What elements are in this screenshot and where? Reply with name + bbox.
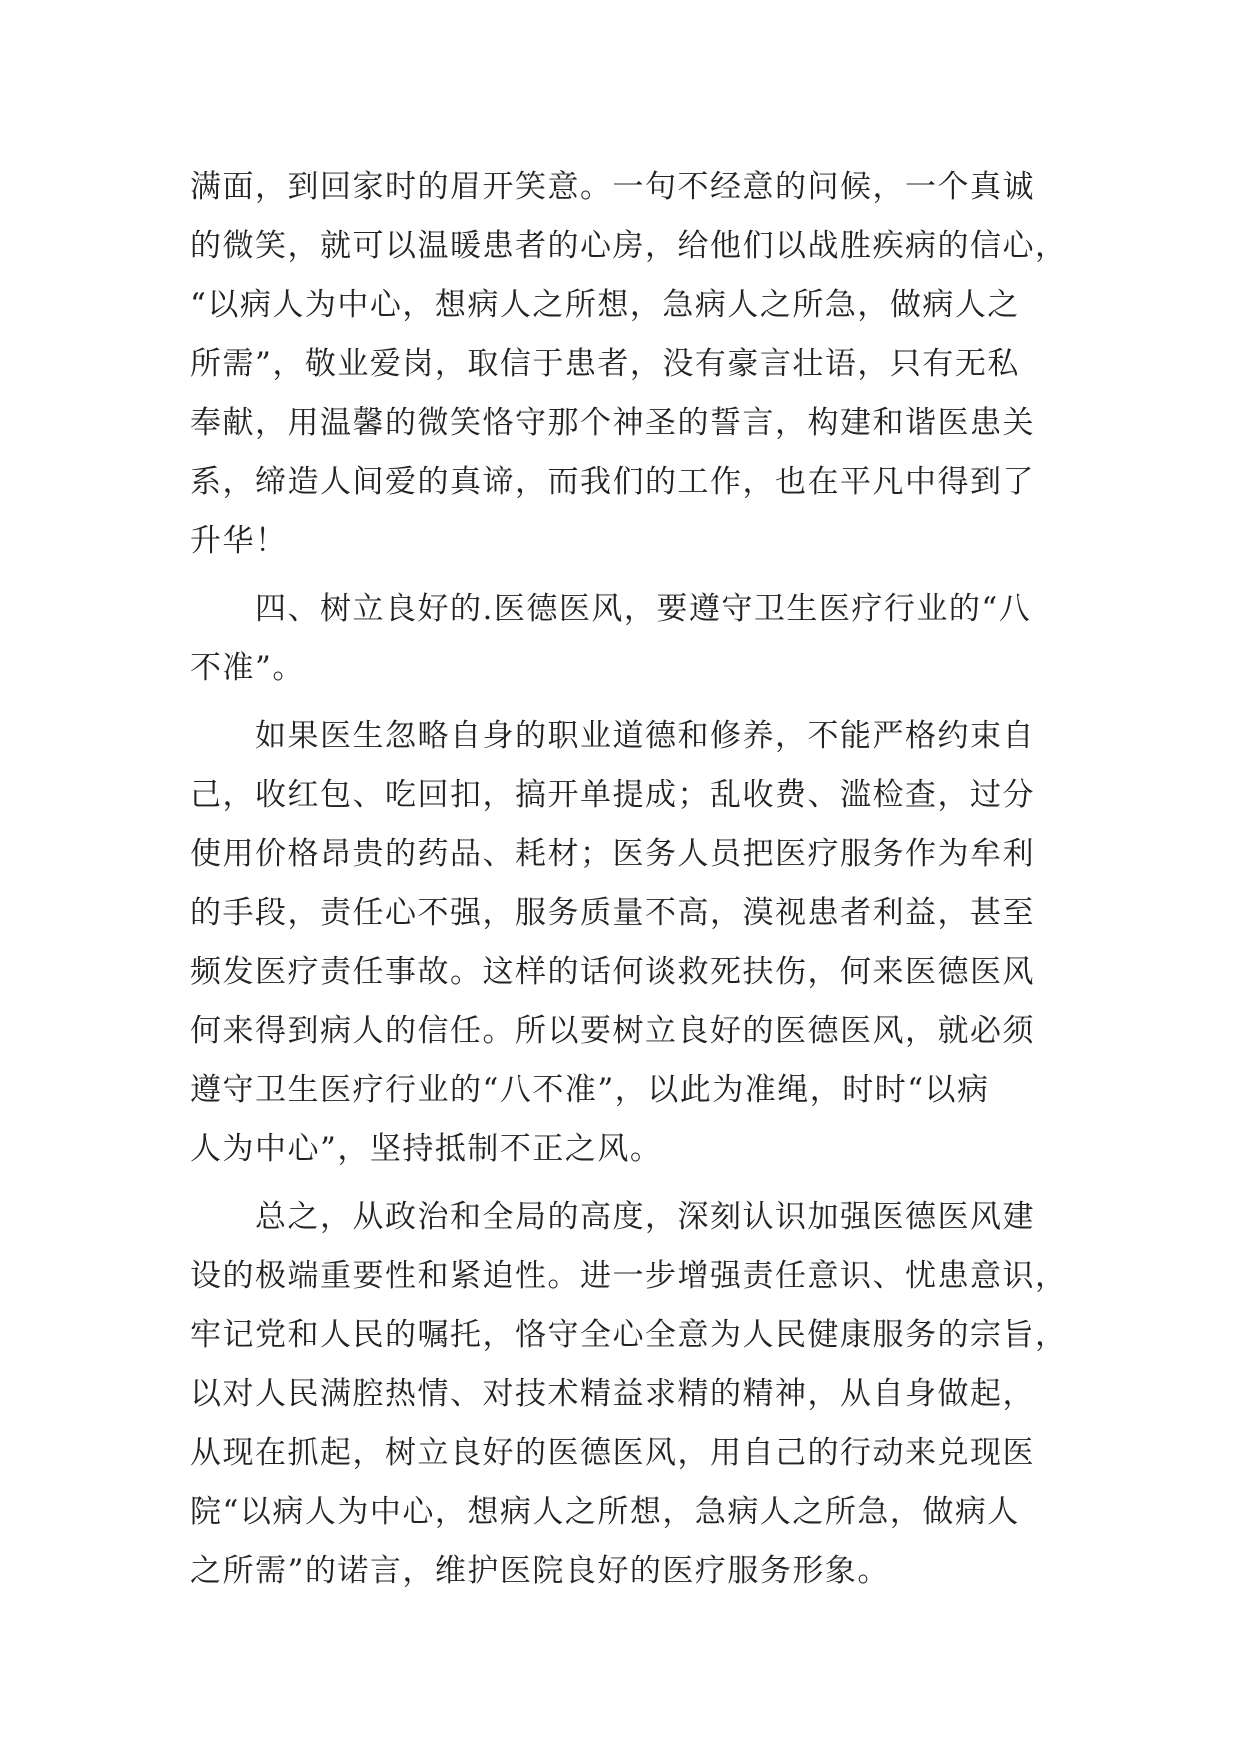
text-line: 四、树立良好的.医德医风，要遵守卫生医疗行业的“八 bbox=[190, 591, 1032, 627]
text-line: 设的极端重要性和紧迫性。进一步增强责任意识、忧患意识， bbox=[190, 1258, 1068, 1294]
text-line: 总之，从政治和全局的高度，深刻认识加强医德医风建 bbox=[190, 1199, 1035, 1235]
paragraph-eight-prohibitions bbox=[190, 707, 1058, 1179]
text-line: 之所需”的诺言，维护医院良好的医疗服务形象。 bbox=[190, 1553, 890, 1589]
text-line: 院“以病人为中心，想病人之所想，急病人之所急，做病人 bbox=[190, 1494, 1020, 1530]
text-line: 系，缔造人间爱的真谛，而我们的工作，也在平凡中得到了 bbox=[190, 464, 1035, 500]
text-line: 的手段，责任心不强，服务质量不高，漠视患者利益，甚至 bbox=[190, 895, 1035, 931]
text-line: 从现在抓起，树立良好的医德医风，用自己的行动来兑现医 bbox=[190, 1435, 1035, 1471]
text-line: 如果医生忽略自身的职业道德和修养，不能严格约束自 bbox=[190, 718, 1035, 754]
text-line: 遵守卫生医疗行业的“八不准”，以此为准绳，时时“以病 bbox=[190, 1072, 990, 1108]
text-line: 不准”。 bbox=[190, 650, 305, 686]
text-line: 奉献，用温馨的微笑恪守那个神圣的誓言，构建和谐医患关 bbox=[190, 405, 1035, 441]
text-line: 满面，到回家时的眉开笑意。一句不经意的问候，一个真诚 bbox=[190, 169, 1035, 205]
text-line: 牢记党和人民的嘱托，恪守全心全意为人民健康服务的宗旨， bbox=[190, 1317, 1068, 1353]
text-line: 使用价格昂贵的药品、耗材；医务人员把医疗服务作为牟利 bbox=[190, 836, 1035, 872]
paragraph-spacer bbox=[190, 571, 1058, 580]
text-line: “以病人为中心，想病人之所想，急病人之所急，做病人之 bbox=[190, 287, 1020, 323]
paragraph-spacer bbox=[190, 698, 1058, 707]
text-line: 升华！ bbox=[190, 523, 288, 559]
text-line: 人为中心”，坚持抵制不正之风。 bbox=[190, 1131, 663, 1167]
paragraph-patient-care-continued bbox=[190, 158, 1068, 571]
text-line: 所需”，敬业爱岗，取信于患者，没有豪言壮语，只有无私 bbox=[190, 346, 1020, 382]
paragraph-spacer bbox=[190, 1179, 1058, 1188]
text-line: 何来得到病人的信任。所以要树立良好的医德医风，就必须 bbox=[190, 1013, 1035, 1049]
document-body bbox=[190, 158, 1068, 1601]
text-line: 的微笑，就可以温暖患者的心房，给他们以战胜疾病的信心， bbox=[190, 228, 1068, 264]
text-line: 频发医疗责任事故。这样的话何谈救死扶伤，何来医德医风 bbox=[190, 954, 1035, 990]
text-line: 以对人民满腔热情、对技术精益求精的精神，从自身做起， bbox=[190, 1376, 1035, 1412]
section-heading-four bbox=[190, 580, 1058, 698]
paragraph-conclusion bbox=[190, 1188, 1068, 1601]
text-line: 己，收红包、吃回扣，搞开单提成；乱收费、滥检查，过分 bbox=[190, 777, 1035, 813]
